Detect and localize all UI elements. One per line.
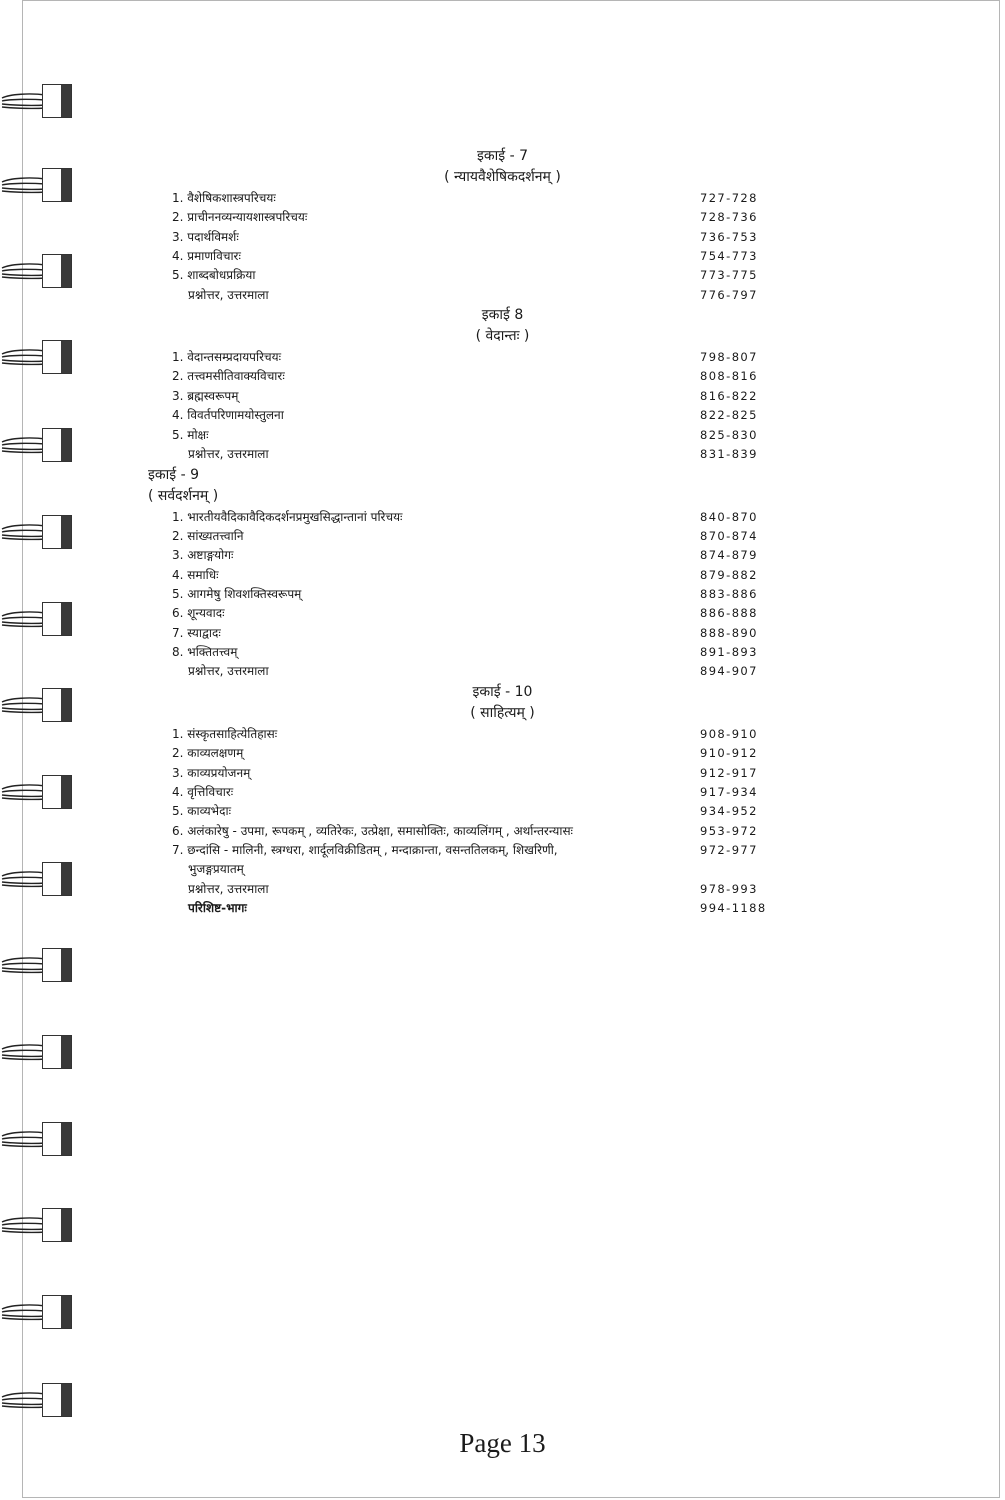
unit-7-subtitle: ( न्यायवैशेषिकदर्शनम् ) xyxy=(444,169,561,185)
toc-item-pages: 953-972 xyxy=(700,824,758,838)
toc-item-pages: 874-879 xyxy=(700,548,758,562)
toc-row xyxy=(0,744,1005,763)
toc-item-label: 1. वेदान्तसम्प्रदायपरिचयः xyxy=(172,350,281,364)
toc-item-pages: 934-952 xyxy=(700,804,758,818)
binding-tab xyxy=(42,84,72,118)
toc-item-label: परिशिष्ट-भागः xyxy=(188,901,247,915)
binding-tab xyxy=(42,1383,72,1417)
binding-tab xyxy=(42,1035,72,1069)
unit-10-subtitle: ( साहित्यम् ) xyxy=(470,705,535,721)
wire-loop-icon xyxy=(0,92,48,110)
toc-row xyxy=(0,546,1005,565)
toc-item-label: 1. वैशेषिकशास्त्रपरिचयः xyxy=(172,191,276,205)
toc-item-pages: 798-807 xyxy=(700,350,758,364)
toc-row xyxy=(0,426,1005,445)
toc-item-pages: 822-825 xyxy=(700,408,758,422)
toc-row xyxy=(0,643,1005,662)
binding-ring xyxy=(0,1295,76,1335)
toc-row xyxy=(0,406,1005,425)
toc-item-label: 3. ब्रह्मस्वरूपम् xyxy=(172,389,239,403)
toc-item-label: 3. पदार्थविमर्शः xyxy=(172,230,239,244)
toc-item-label: 4. वृत्तिविचारः xyxy=(172,785,234,799)
toc-item-label: 7. छन्दांसि - मालिनी, स्त्रग्धरा, शार्दूलविक्रीडितम् , मन्दाक्रान्ता, वसन्ततिलकम्, शिखरिणी, xyxy=(172,843,558,857)
toc-item-label: 5. आगमेषु शिवशक्तिस्वरूपम् xyxy=(172,587,302,601)
toc-item-label: 4. समाधिः xyxy=(172,568,219,582)
toc-item-label: 7. स्याद्वादः xyxy=(172,626,221,640)
binding-tab xyxy=(42,1295,72,1329)
binding-ring xyxy=(0,1035,76,1075)
wire-loop-icon xyxy=(0,1043,48,1061)
toc-row xyxy=(0,860,1005,879)
toc-item-label: 1. भारतीयवैदिकावैदिकदर्शनप्रमुखसिद्धान्तानां परिचयः xyxy=(172,510,403,524)
wire-loop-icon xyxy=(0,1303,48,1321)
toc-row xyxy=(0,662,1005,681)
toc-item-label: 2. प्राचीननव्यन्यायशास्त्रपरिचयः xyxy=(172,210,308,224)
toc-item-pages: 816-822 xyxy=(700,389,758,403)
toc-item-pages: 727-728 xyxy=(700,191,758,205)
toc-item-pages: 879-882 xyxy=(700,568,758,582)
unit-9-subtitle: ( सर्वदर्शनम् ) xyxy=(148,488,219,504)
toc-row xyxy=(0,445,1005,464)
toc-item-label: 6. शून्यवादः xyxy=(172,606,225,620)
toc-item-label: प्रश्नोत्तर, उत्तरमाला xyxy=(188,664,269,678)
toc-row xyxy=(0,585,1005,604)
toc-item-label: 4. विवर्तपरिणामयोस्तुलना xyxy=(172,408,284,422)
toc-row xyxy=(0,566,1005,585)
toc-row xyxy=(0,266,1005,285)
toc-item-pages: 917-934 xyxy=(700,785,758,799)
toc-row xyxy=(0,247,1005,266)
toc-row xyxy=(0,348,1005,367)
toc-item-pages: 978-993 xyxy=(700,882,758,896)
toc-item-pages: 908-910 xyxy=(700,727,758,741)
binding-ring xyxy=(0,84,76,124)
toc-item-pages: 754-773 xyxy=(700,249,758,263)
toc-item-pages: 888-890 xyxy=(700,626,758,640)
binding-tab xyxy=(42,948,72,982)
toc-row xyxy=(0,387,1005,406)
binding-ring xyxy=(0,1208,76,1248)
toc-item-pages: 776-797 xyxy=(700,288,758,302)
toc-row xyxy=(0,286,1005,305)
toc-item-label: 3. काव्यप्रयोजनम् xyxy=(172,766,251,780)
binding-ring xyxy=(0,948,76,988)
toc-item-pages: 870-874 xyxy=(700,529,758,543)
toc-item-label: 4. प्रमाणविचारः xyxy=(172,249,241,263)
toc-row xyxy=(0,822,1005,841)
toc-row xyxy=(0,527,1005,546)
toc-row xyxy=(0,764,1005,783)
toc-row xyxy=(0,624,1005,643)
toc-item-pages: 912-917 xyxy=(700,766,758,780)
toc-item-label: भुजङ्गप्रयातम् xyxy=(188,862,244,876)
toc-item-pages: 972-977 xyxy=(700,843,758,857)
toc-item-label: 2. सांख्यतत्त्वानि xyxy=(172,529,244,543)
toc-item-pages: 831-839 xyxy=(700,447,758,461)
toc-item-label: 5. काव्यभेदाः xyxy=(172,804,231,818)
toc-item-pages: 894-907 xyxy=(700,664,758,678)
unit-8-title: इकाई 8 xyxy=(481,307,524,323)
page-number: Page 13 xyxy=(459,1428,546,1458)
toc-item-label: प्रश्नोत्तर, उत्तरमाला xyxy=(188,288,269,302)
toc-item-pages: 840-870 xyxy=(700,510,758,524)
toc-item-pages: 736-753 xyxy=(700,230,758,244)
toc-item-label: 6. अलंकारेषु - उपमा, रूपकम् , व्यतिरेकः, उत्प्रेक्षा, समासोक्तिः, काव्यलिंगम् , अर्थान्तरन्यासः xyxy=(172,824,573,838)
binding-ring xyxy=(0,1122,76,1162)
toc-item-label: 2. तत्त्वमसीतिवाक्यविचारः xyxy=(172,369,285,383)
toc-row xyxy=(0,802,1005,821)
toc-item-label: 5. शाब्दबोधप्रक्रिया xyxy=(172,268,256,282)
toc-row xyxy=(0,899,1005,918)
toc-row xyxy=(0,367,1005,386)
toc-item-pages: 808-816 xyxy=(700,369,758,383)
toc-item-label: प्रश्नोत्तर, उत्तरमाला xyxy=(188,447,269,461)
toc-item-label: 8. भक्तितत्त्वम् xyxy=(172,645,238,659)
toc-item-pages: 883-886 xyxy=(700,587,758,601)
toc-row xyxy=(0,783,1005,802)
toc-row xyxy=(0,604,1005,623)
toc-row xyxy=(0,508,1005,527)
wire-loop-icon xyxy=(0,1130,48,1148)
toc-row xyxy=(0,725,1005,744)
toc-item-pages: 891-893 xyxy=(700,645,758,659)
binding-ring xyxy=(0,1383,76,1423)
toc-row xyxy=(0,228,1005,247)
toc-item-pages: 728-736 xyxy=(700,210,758,224)
toc-item-pages: 886-888 xyxy=(700,606,758,620)
unit-10-title: इकाई - 10 xyxy=(472,684,533,700)
toc-row xyxy=(0,880,1005,899)
toc-item-pages: 773-775 xyxy=(700,268,758,282)
toc-item-label: 3. अष्टाङ्गयोगः xyxy=(172,548,234,562)
unit-8-subtitle: ( वेदान्तः ) xyxy=(475,328,530,344)
wire-loop-icon xyxy=(0,1391,48,1409)
toc-item-pages: 994-1188 xyxy=(700,901,767,915)
toc-item-pages: 825-830 xyxy=(700,428,758,442)
unit-9-title: इकाई - 9 xyxy=(148,467,199,483)
unit-7-title: इकाई - 7 xyxy=(477,148,528,164)
toc-item-label: 2. काव्यलक्षणम् xyxy=(172,746,244,760)
toc-item-label: 1. संस्कृतसाहित्येतिहासः xyxy=(172,727,278,741)
wire-loop-icon xyxy=(0,956,48,974)
toc-item-pages: 910-912 xyxy=(700,746,758,760)
toc-row xyxy=(0,208,1005,227)
binding-tab xyxy=(42,1122,72,1156)
toc-row xyxy=(0,841,1005,860)
toc-item-label: 5. मोक्षः xyxy=(172,428,209,442)
wire-loop-icon xyxy=(0,1216,48,1234)
toc-item-label: प्रश्नोत्तर, उत्तरमाला xyxy=(188,882,269,896)
binding-tab xyxy=(42,1208,72,1242)
toc-row xyxy=(0,189,1005,208)
